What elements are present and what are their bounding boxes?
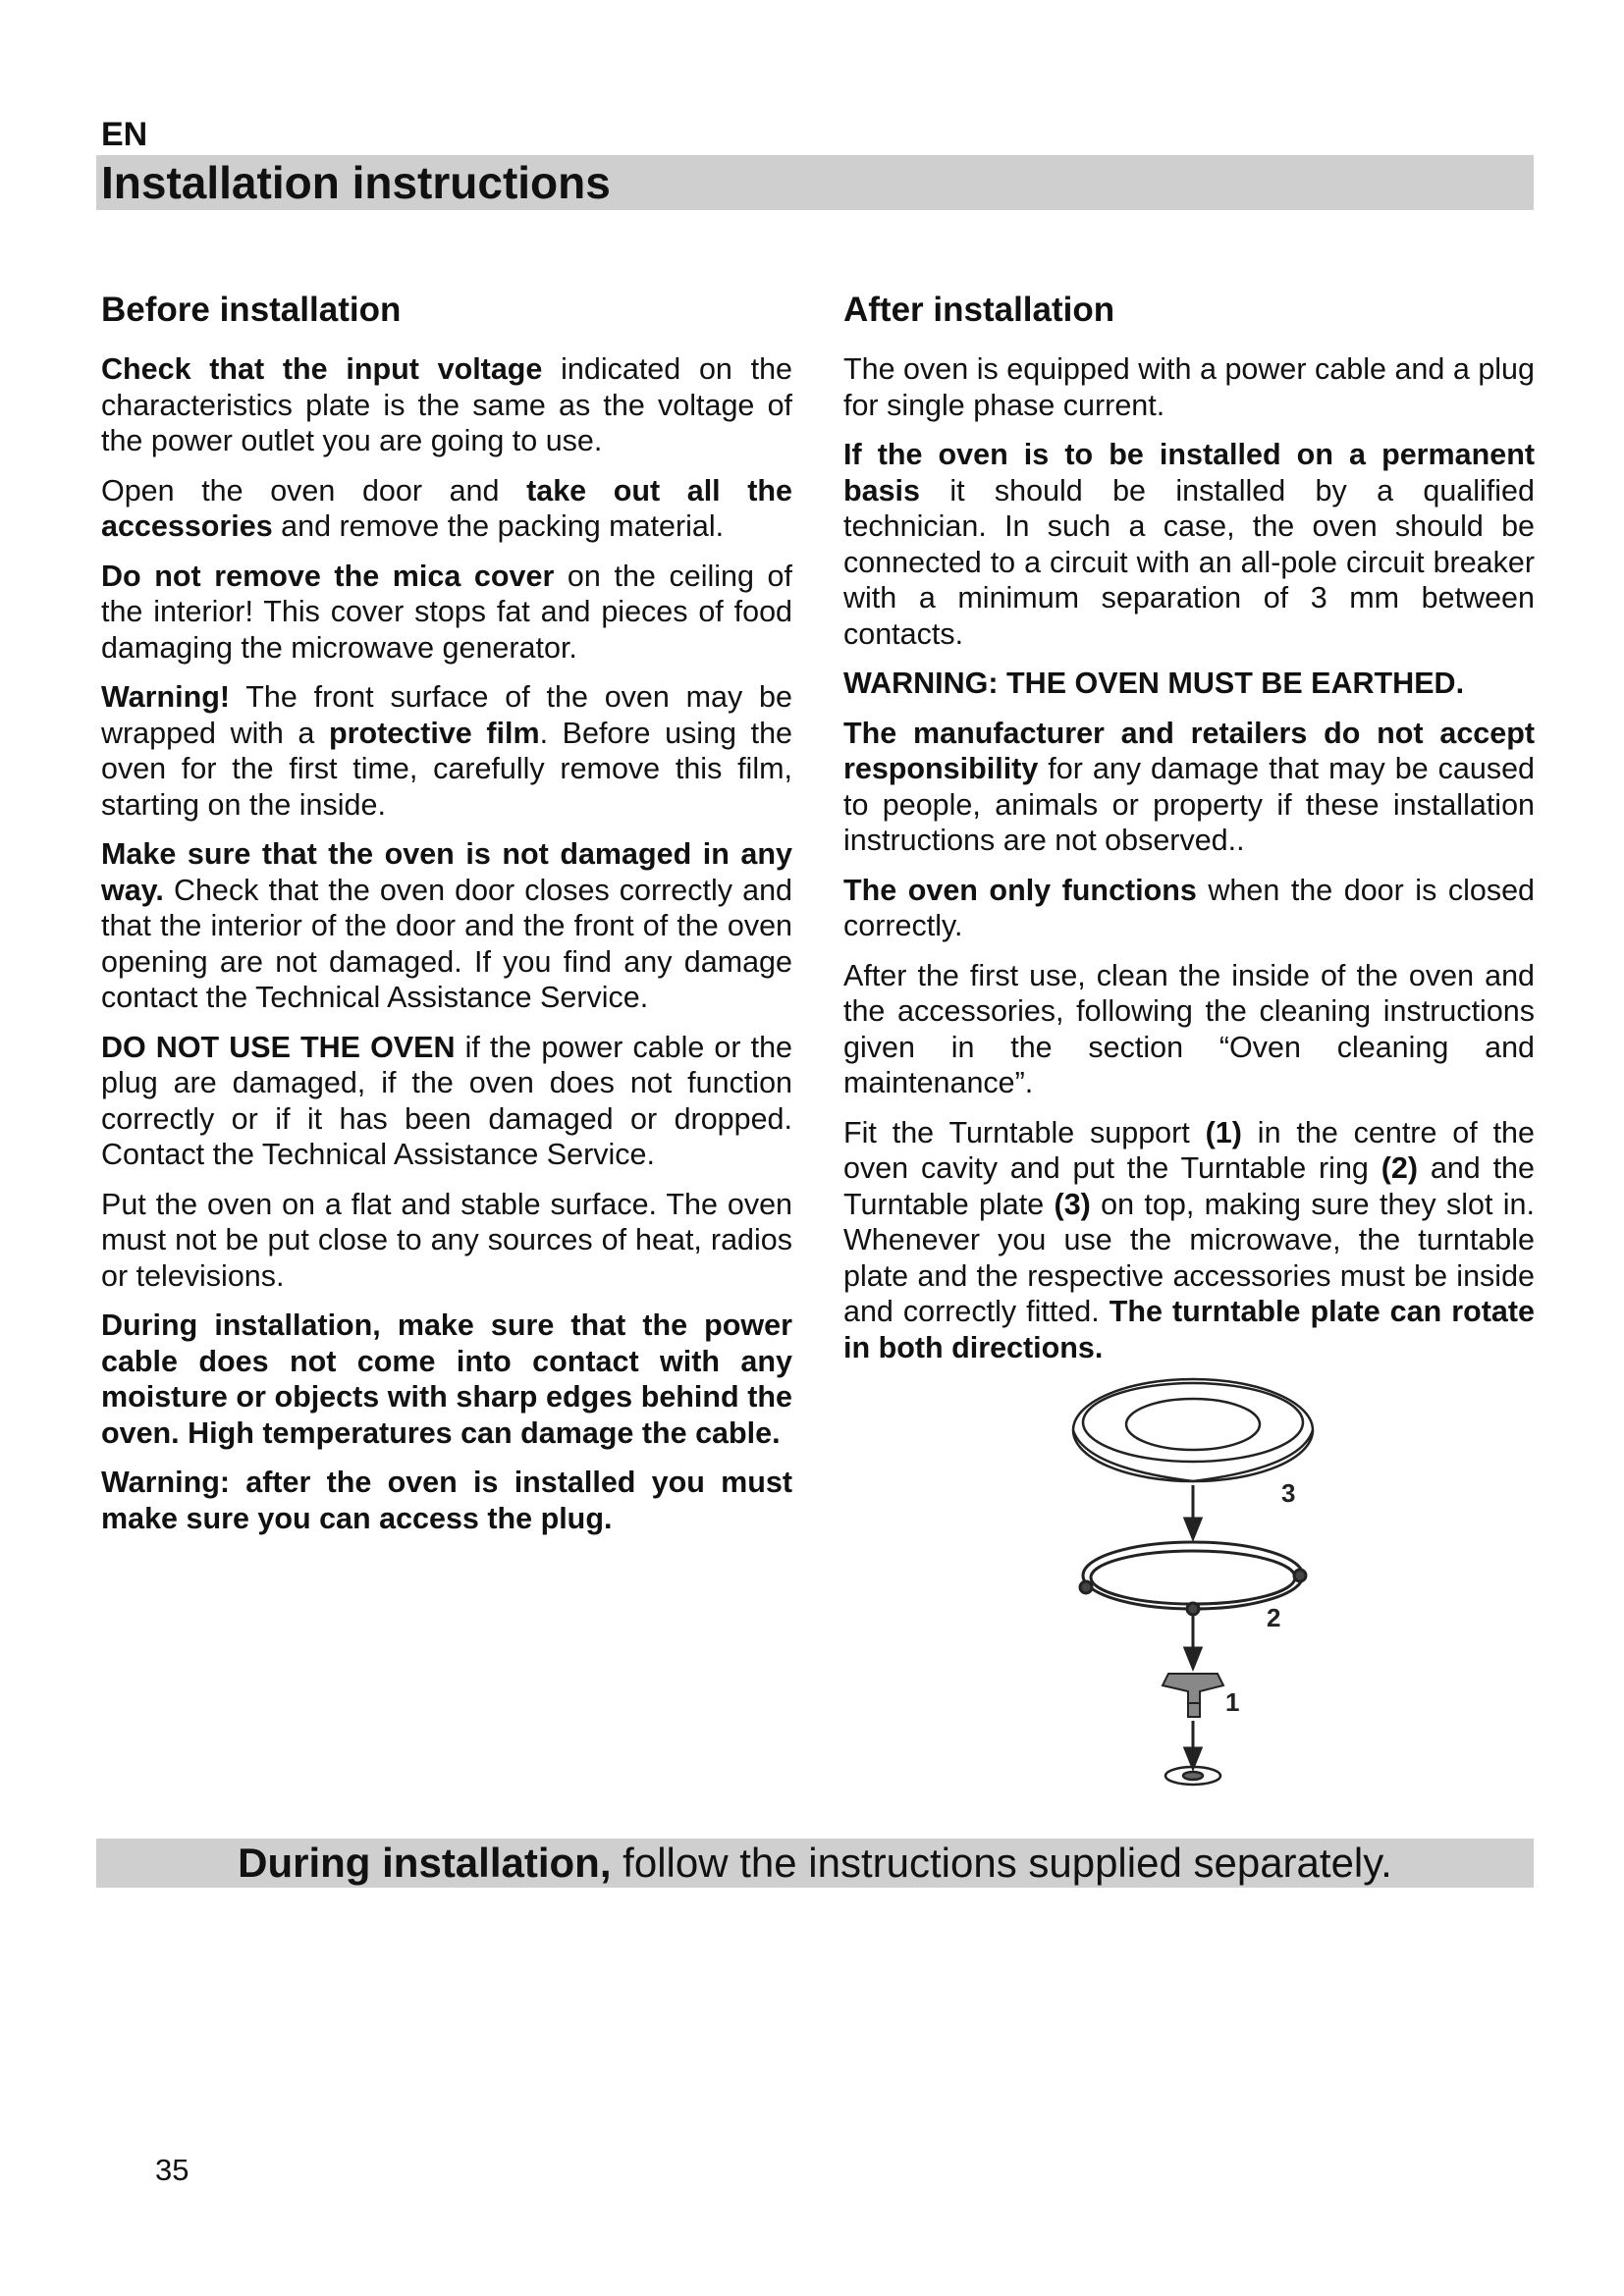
paragraph-voltage: Check that the input voltage indicated on the characteristics plate is the same as the voltage of the power outlet you are going to use. <box>101 352 792 457</box>
before-installation-column <box>101 287 792 1550</box>
before-installation-heading: Before installation <box>101 291 402 329</box>
page-title: Installation instructions <box>101 157 611 208</box>
arrow-down-icon <box>1185 1721 1201 1768</box>
paragraph-door-closed: The oven only functions when the door is closed correctly. <box>843 873 1536 942</box>
paragraph-plug-access: Warning: after the oven is installed you must make sure you can access the plug. <box>101 1466 792 1535</box>
paragraph-turntable: Fit the Turntable support (1) in the centre of the oven cavity and put the Turntable ring (2) and the Turntable plate (3) on top, making sure they slot in. Whenever you use the microwave, the turntable plate and the respective accessories must be inside and correctly fitted. The turntable plate can rotate in both directions. <box>843 1115 1535 1364</box>
page-number: 35 <box>155 2153 189 2187</box>
paragraph-mica-cover: Do not remove the mica cover on the ceiling of the interior! This cover stops fat and pieces of food damaging the microwave generator. <box>101 559 792 665</box>
language-code: EN <box>101 116 148 153</box>
support-label: 1 <box>1225 1687 1240 1717</box>
paragraph-permanent-install: If the oven is to be installed on a permanent basis it should be installed by a qualified technician. In such a case, the oven should be connected to a circuit with an all-pole circuit breaker with a minimum separation of 3 mm between contacts. <box>843 438 1535 651</box>
paragraph-first-use: After the first use, clean the inside of the oven and the accessories, following the cleaning instructions given in the section “Oven cleaning and maintenance”. <box>843 958 1535 1099</box>
turntable-support-drawing <box>1163 1674 1223 1717</box>
paragraph-flat-surface: Put the oven on a flat and stable surface. The oven must not be put close to any sources of heat, radios or televisions. <box>101 1187 792 1293</box>
paragraph-do-not-use: DO NOT USE THE OVEN if the power cable or the plug are damaged, if the oven does not function correctly or if it has been damaged or dropped. Contact the Technical Assistance Service. <box>101 1030 792 1171</box>
ring-label: 2 <box>1267 1603 1281 1632</box>
turntable-assembly-diagram <box>1051 1369 1335 1791</box>
paragraph-cable-warning: During installation, make sure that the power cable does not come into contact with any moisture or objects with sharp edges behind the oven. High temperatures can damage the cable. <box>101 1308 792 1450</box>
plate-label: 3 <box>1281 1478 1296 1508</box>
footer-note: During installation, follow the instructions supplied separately. <box>238 1840 1392 1886</box>
paragraph-power-cable: The oven is equipped with a power cable and a plug for single phase current. <box>843 352 1535 422</box>
arrow-down-icon <box>1185 1485 1201 1538</box>
paragraph-protective-film: Warning! The front surface of the oven may be wrapped with a protective film. Before using the oven for the first time, carefully remove this film, starting on the inside. <box>101 680 793 822</box>
after-installation-heading: After installation <box>843 291 1115 329</box>
after-installation-column <box>843 287 1535 1379</box>
paragraph-earthed-warning: WARNING: THE OVEN MUST BE EARTHED. <box>843 667 1465 700</box>
paragraph-damage-check: Make sure that the oven is not damaged in any way. Check that the oven door closes correctly and that the interior of the door and the front of the oven opening are not damaged. If you find any damage contact the Technical Assistance Service. <box>101 837 792 1014</box>
paragraph-accessories: Open the oven door and take out all the accessories and remove the packing material. <box>101 473 792 543</box>
turntable-plate-drawing <box>1073 1379 1313 1481</box>
arrow-down-icon <box>1185 1615 1201 1668</box>
paragraph-responsibility: The manufacturer and retailers do not accept responsibility for any damage that may be caused to people, animals or property if these installation instructions are not observed.. <box>843 716 1535 857</box>
